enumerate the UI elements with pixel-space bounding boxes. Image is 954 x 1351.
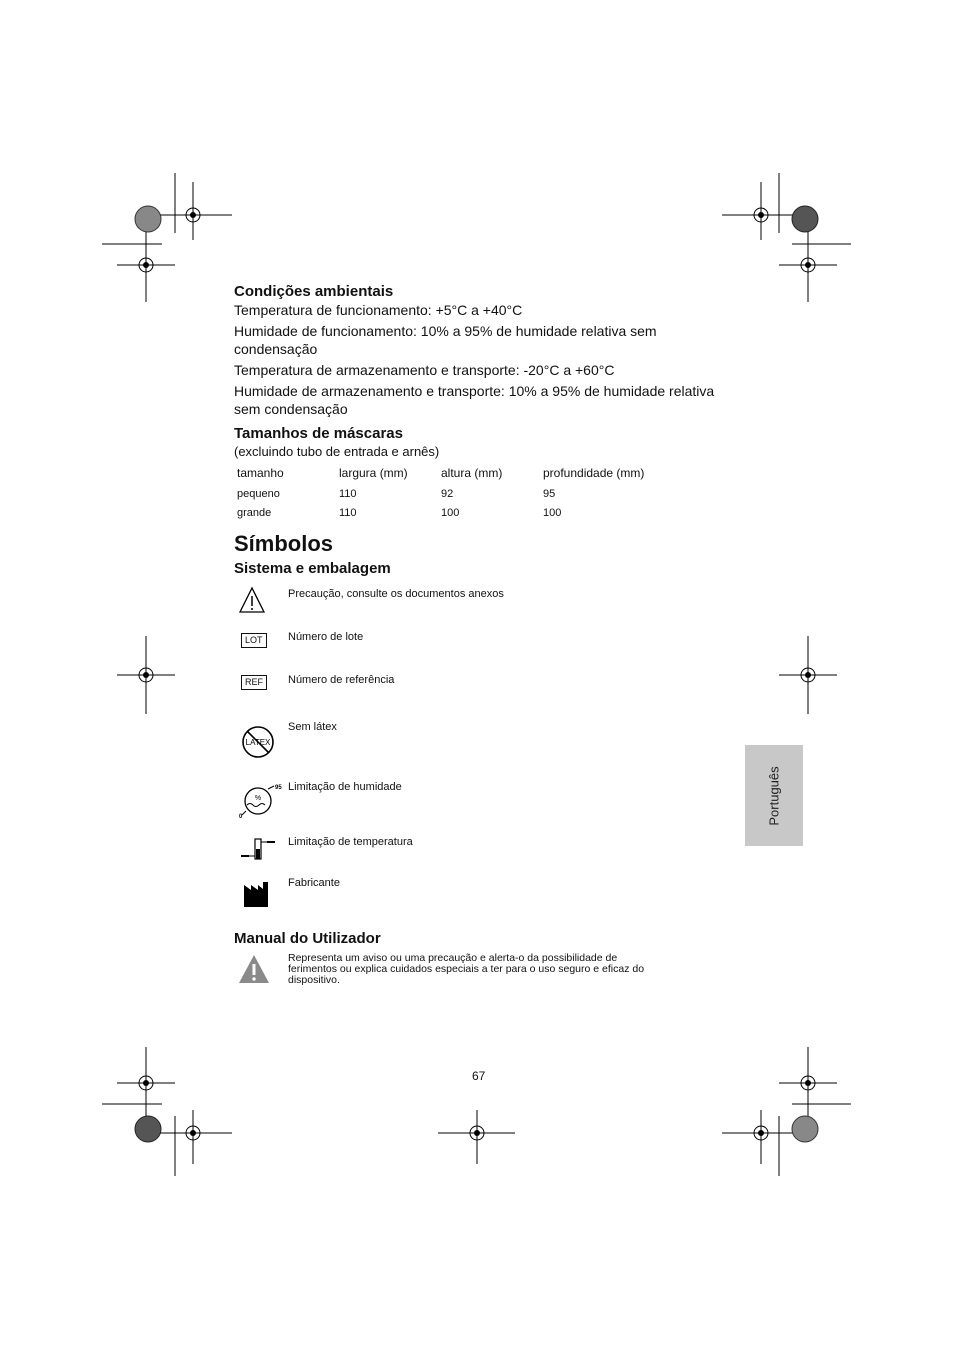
table-cell: 100 [441,507,460,519]
symbol-label: Fabricante [288,877,340,889]
table-header-height: altura (mm) [441,466,503,480]
symbols-title: Símbolos [234,531,334,556]
table-cell: grande [237,507,272,519]
table-cell: 110 [339,488,357,500]
latex-free-icon [240,724,276,760]
system-packaging-heading: Sistema e embalagem [234,560,391,577]
symbol-label: Número de referência [288,674,395,686]
mask-sizes-heading: Tamanhos de máscaras [234,425,403,442]
env-line-6: sem condensação [234,401,348,417]
humidity-percent: % [254,795,262,802]
environment-heading: Condições ambientais [234,283,394,300]
symbol-label: Número de lote [288,631,364,643]
env-line-3: condensação [234,341,318,357]
symbol-label: Limitação de humidade [288,781,402,793]
warning-triangle-icon [237,953,271,985]
lot-icon: LOT [241,633,267,648]
mask-sizes-subheading: (excluindo tubo de entrada e arnês) [234,444,440,459]
table-header-depth: profundidade (mm) [543,466,645,480]
table-cell: 95 [543,488,556,500]
symbol-label: Limitação de temperatura [288,836,413,848]
temperature-limit-icon [240,836,280,864]
manual-line-1: Representa um aviso ou uma precaução e alerta-o da possibilidade de [288,952,618,964]
env-line-4: Temperatura de armazenamento e transporte: -20°C a +60°C [234,362,615,378]
language-side-tab [745,745,803,846]
table-header-width: largura (mm) [339,466,408,480]
humidity-max: 95 [275,785,282,791]
page-number: 67 [472,1069,486,1083]
env-line-2: Humidade de funcionamento: 10% a 95% de humidade relativa sem [234,323,657,339]
humidity-limit-icon [238,781,282,821]
table-cell: 110 [339,507,357,519]
env-line-5: Humidade de armazenamento e transporte: 10% a 95% de humidade relativa [234,383,715,399]
user-manual-heading: Manual do Utilizador [234,930,381,947]
manual-line-2: ferimentos ou explica cuidados especiais a ter para o uso seguro e eficaz do [288,963,645,975]
latex-text: LATEX [245,738,271,747]
symbol-label: Precaução, consulte os documentos anexos [288,588,504,600]
language-tab-label: Português [766,765,782,826]
manual-line-3: dispositivo. [288,974,340,986]
table-header-size: tamanho [237,466,284,480]
ref-icon: REF [241,675,267,690]
table-cell: 92 [441,488,454,500]
symbol-label: Sem látex [288,721,337,733]
table-cell: 100 [543,507,562,519]
caution-triangle-icon [238,586,266,614]
manufacturer-icon [243,880,269,908]
env-line-1: Temperatura de funcionamento: +5°C a +40°C [234,302,523,318]
humidity-min: 0 [239,814,243,820]
table-cell: pequeno [237,488,280,500]
